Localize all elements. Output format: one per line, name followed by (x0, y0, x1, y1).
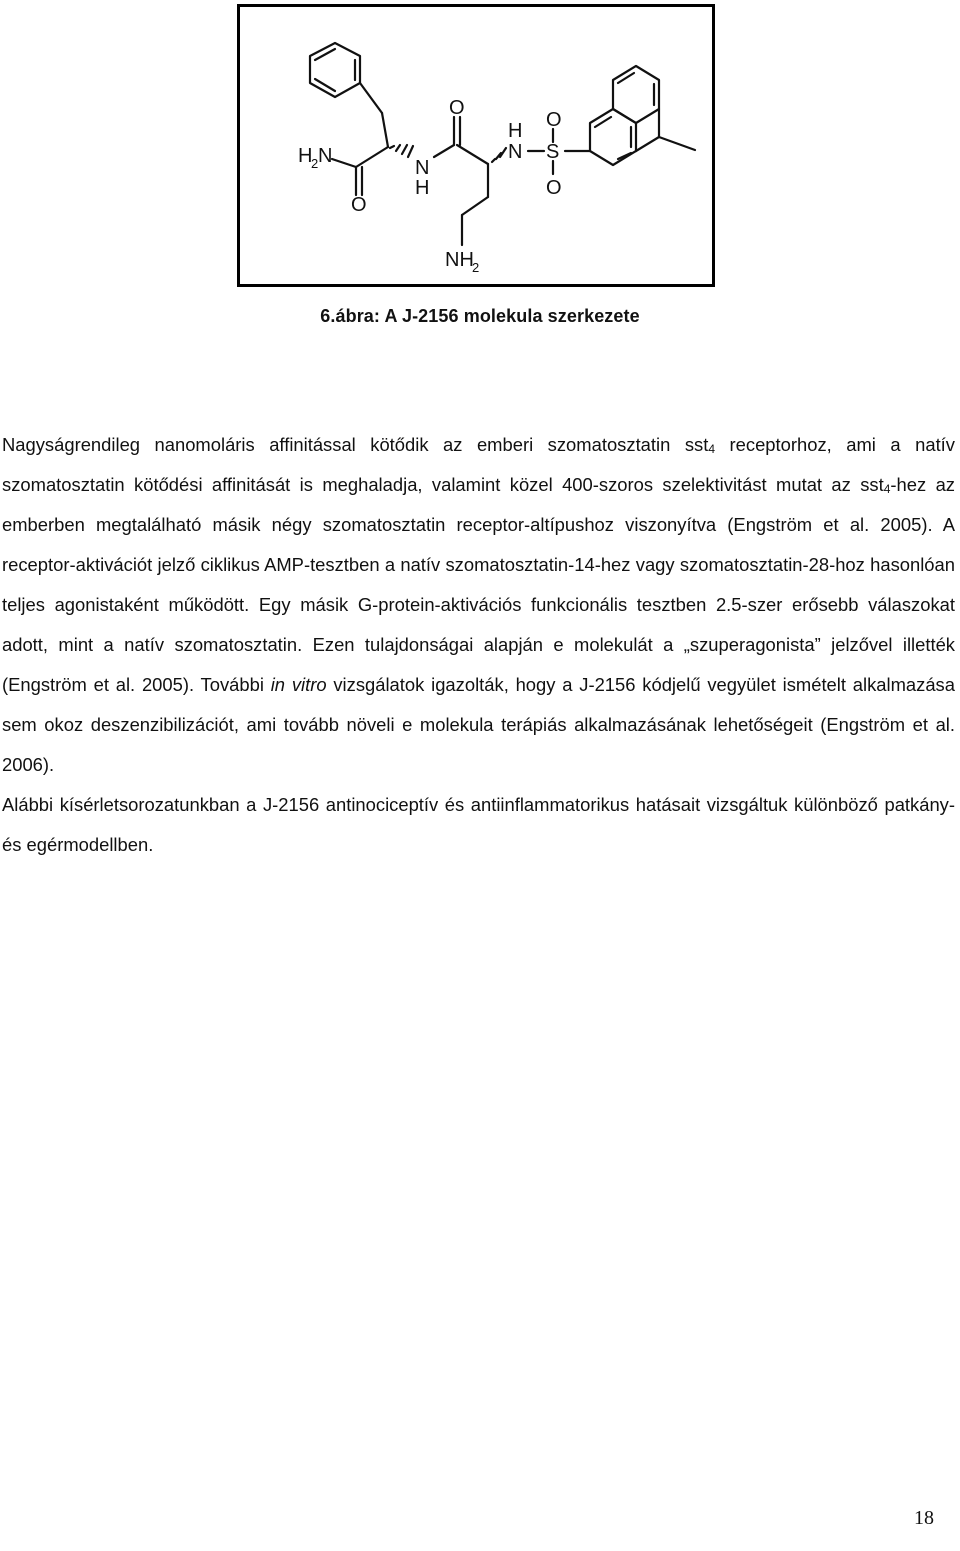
paragraph-1-part-d: vizsgálatok igazolták, hogy a J-2156 kódjelű vegyület ismételt alkalmazása sem okoz deszenzibilizációt, ami tovább növeli e molekula terápiás alkalmazásának lehetőségeit (Engström et al. 2006). (2, 674, 955, 775)
paragraph-1 (2, 425, 955, 785)
n-sulfonamide-label: N (508, 141, 523, 163)
paragraph-2: Alábbi kísérletsorozatunkban a J-2156 antinociceptív és antiinflammatorikus hatásait vizsgáltuk különböző patkány- és egérmodellben. (2, 794, 955, 855)
h-sulfonamide-label: H (508, 120, 523, 142)
subscript-4-a: 4 (708, 442, 716, 456)
paragraph-1-part-b: receptorhoz, ami a natív szomatosztatin kötődési affinitását is meghaladja, valamint közel 400-szoros szelektivitást mutat az sst (2, 434, 955, 495)
hashed-wedge-1 (390, 145, 413, 157)
o-sulfonyl-top-label: O (546, 109, 562, 131)
naphthalene-ring (590, 66, 695, 165)
h-amide1-label: H (415, 177, 430, 199)
o-amide1-label: O (351, 194, 367, 216)
subscript-4-b: 4 (883, 482, 891, 496)
nh2-bottom-label: NH (445, 249, 474, 271)
body-text (2, 425, 955, 865)
molecule-figure-frame (237, 4, 715, 287)
page-number: 18 (914, 1507, 934, 1529)
s-atom-label: S (546, 141, 560, 163)
alpha1-bond (382, 113, 388, 147)
hashed-wedge-2 (492, 148, 506, 162)
in-vitro-italic: in vitro (270, 674, 327, 695)
phenyl-ring (310, 43, 360, 97)
h2n-left-h-label: H (298, 145, 313, 167)
j2156-structure-diagram (240, 7, 712, 284)
paragraph-1-part-c: -hez az emberben megtalálható másik négy szomatosztatin receptor-altípushoz viszonyítva (Engström et al. 2005). A receptor-aktivációt jelző ciklikus AMP-tesztben a natív szomatosztatin-14-hez vagy szomatosztatin-28-hoz hasonlóan teljes agonistaként működött. Egy másik G-protein-aktivációs funkcionális tesztben 2.5-szer erősebb válaszokat adott, mint a natív szomatosztatin. Ezen tulajdonságai alapján e molekulát a „szuperagonista” jelzővel illették (Engström et al. 2005). További (2, 474, 955, 695)
figure-caption: 6.ábra: A J-2156 molekula szerkezete (320, 306, 640, 326)
o-carbonyl2-label: O (449, 97, 465, 119)
o-sulfonyl-bottom-label: O (546, 177, 562, 199)
h2n-left-sub-label: 2 (311, 156, 319, 171)
paragraph-1-part-a: Nagyságrendileg nanomoláris affinitással kötődik az emberi szomatosztatin sst (2, 434, 709, 455)
n-amide1-label: N (415, 157, 430, 179)
h2n-left-n-label: N (318, 145, 333, 167)
benzyl-bond (360, 83, 382, 113)
nh2-bottom-sub-label: 2 (472, 260, 480, 275)
